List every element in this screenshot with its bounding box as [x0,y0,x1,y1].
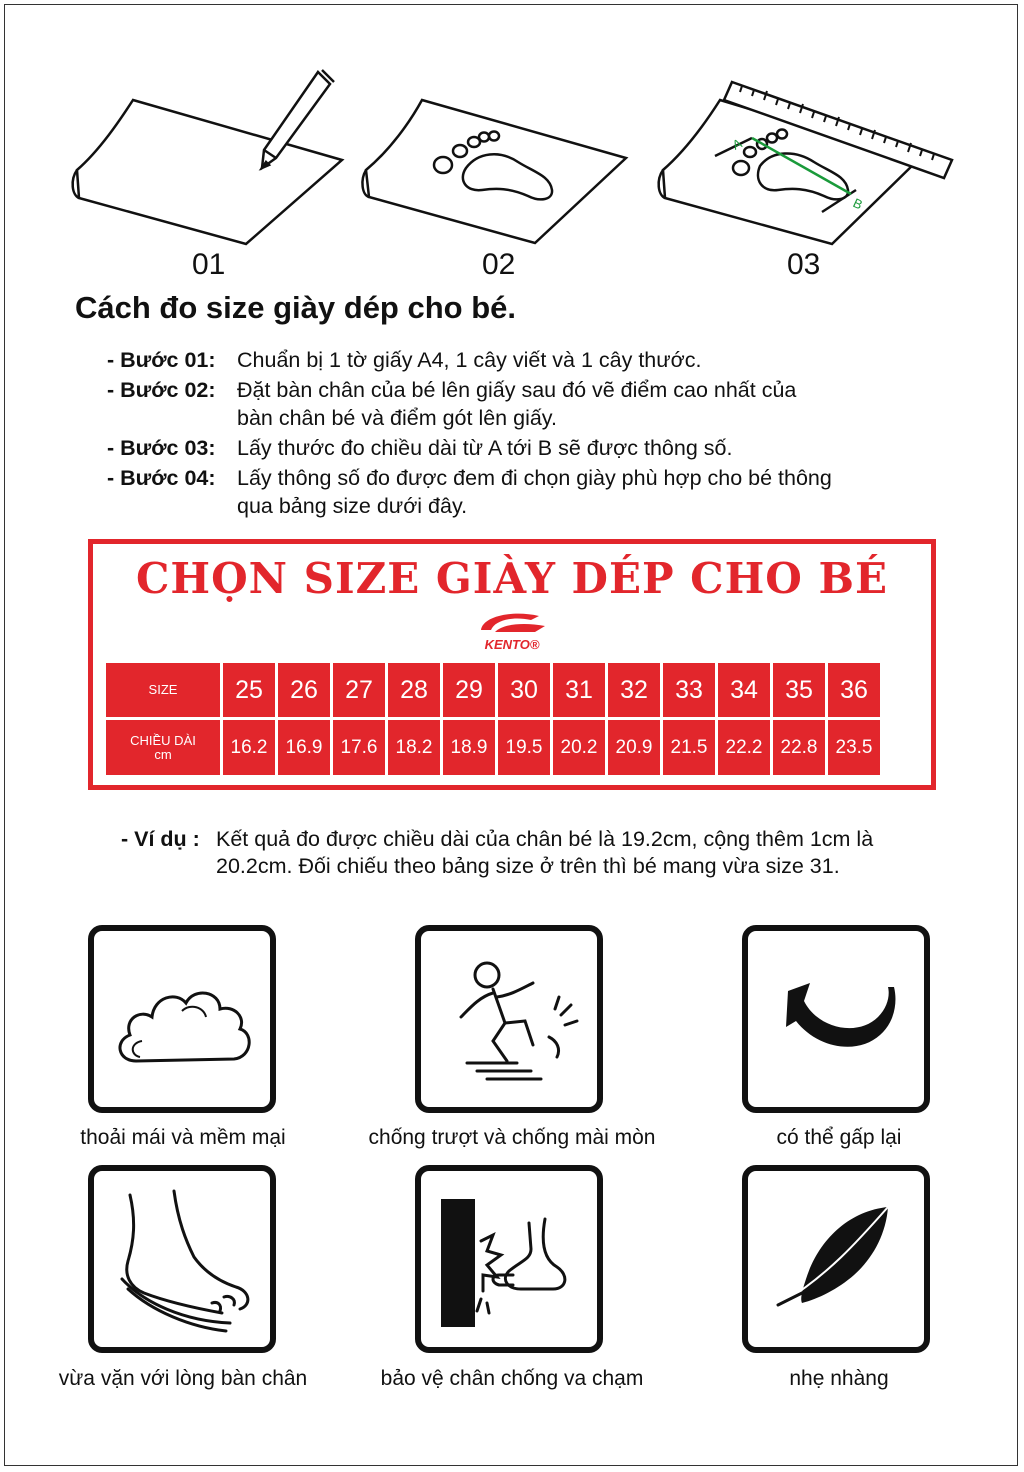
step-label: - Bước 02: [107,378,216,402]
length-cell: 20.9 [607,719,662,777]
size-cell: 36 [827,662,882,719]
length-cell: 18.9 [442,719,497,777]
step-label: - Bước 01: [107,348,216,372]
size-chart-title: CHỌN SIZE GIÀY DÉP CHO BÉ [135,554,889,603]
footprint-icon [434,132,552,200]
step-number-03: 03 [787,248,821,281]
length-header-line1: CHIỀU DÀI [130,732,196,748]
page-title: Cách đo size giày dép cho bé. [75,290,516,325]
pencil-icon [262,70,334,168]
feature-foot-box [88,1165,276,1353]
step-02-illustration [362,100,626,243]
size-cell: 31 [552,662,607,719]
length-cell: 23.5 [827,719,882,777]
length-cell: 19.5 [497,719,552,777]
point-a-label: A [729,135,745,153]
measure-line [752,138,851,194]
size-row-header: SIZE [105,662,222,719]
instruction-steps [107,346,857,522]
length-cell: 21.5 [662,719,717,777]
step-label: - Bước 03: [107,436,216,460]
impact-icon [421,1171,597,1347]
foot-icon [94,1171,270,1347]
brand-name: KENTO® [484,637,540,652]
feature-caption-foldable: có thể gấp lại [776,1126,902,1149]
feature-cloud-box [88,925,276,1113]
feature-fold-box [742,925,930,1113]
feather-icon [748,1171,924,1347]
feature-feather-box [742,1165,930,1353]
ruler-icon [724,82,952,178]
length-cell: 20.2 [552,719,607,777]
measurement-illustrations [0,0,1024,290]
size-chart-panel [88,539,936,790]
size-table [103,660,883,778]
example-label: - Ví dụ : [121,827,200,851]
step-label: - Bước 04: [107,466,216,490]
length-cell: 17.6 [332,719,387,777]
size-cell: 28 [387,662,442,719]
step-item [107,346,857,374]
step-01-illustration [73,70,342,244]
length-cell: 22.2 [717,719,772,777]
size-cell: 29 [442,662,497,719]
kento-logo-icon [473,610,553,638]
size-cell: 35 [772,662,827,719]
feature-caption-fit: vừa vặn với lòng bàn chân [58,1367,308,1390]
point-b-label: B [850,195,865,213]
feature-slip-box [415,925,603,1113]
step-item [107,464,857,520]
length-row-header [105,719,222,777]
step-number-02: 02 [482,248,516,281]
size-cell: 33 [662,662,717,719]
fold-arrow-icon [748,931,924,1107]
step-item [107,376,857,432]
feature-caption-comfort: thoải mái và mềm mại [80,1126,286,1149]
size-cell: 27 [332,662,387,719]
slip-icon [421,931,597,1107]
size-cell: 30 [497,662,552,719]
feature-caption-light: nhẹ nhàng [789,1367,889,1390]
step-text: Lấy thông số đo được đem đi chọn giày phù hợp cho bé thông qua bảng size dưới đây. [237,466,832,518]
length-cell: 18.2 [387,719,442,777]
example-note [121,826,916,880]
size-cell: 26 [277,662,332,719]
step-03-illustration [659,82,952,244]
step-text: Đặt bàn chân của bé lên giấy sau đó vẽ điểm cao nhất của bàn chân bé và điểm gót lên giấy. [237,378,797,430]
length-cell: 16.2 [222,719,277,777]
cloud-icon [94,931,270,1107]
example-text: Kết quả đo được chiều dài của chân bé là 19.2cm, cộng thêm 1cm là 20.2cm. Đối chiếu theo bảng size ở trên thì bé mang vừa size 31. [216,827,874,878]
size-cell: 34 [717,662,772,719]
step-text: Chuẩn bị 1 tờ giấy A4, 1 cây viết và 1 cây thước. [237,348,702,372]
feature-caption-protect: bảo vệ chân chống va chạm [380,1367,644,1390]
size-row [105,662,882,719]
feature-caption-antislip: chống trượt và chống mài mòn [368,1126,656,1149]
step-item [107,434,857,462]
length-cell: 16.9 [277,719,332,777]
length-row [105,719,882,777]
size-cell: 32 [607,662,662,719]
feature-impact-box [415,1165,603,1353]
size-cell: 25 [222,662,277,719]
length-cell: 22.8 [772,719,827,777]
step-text: Lấy thước đo chiều dài từ A tới B sẽ được thông số. [237,436,733,460]
step-number-01: 01 [192,248,226,281]
length-header-line2: cm [154,746,172,762]
